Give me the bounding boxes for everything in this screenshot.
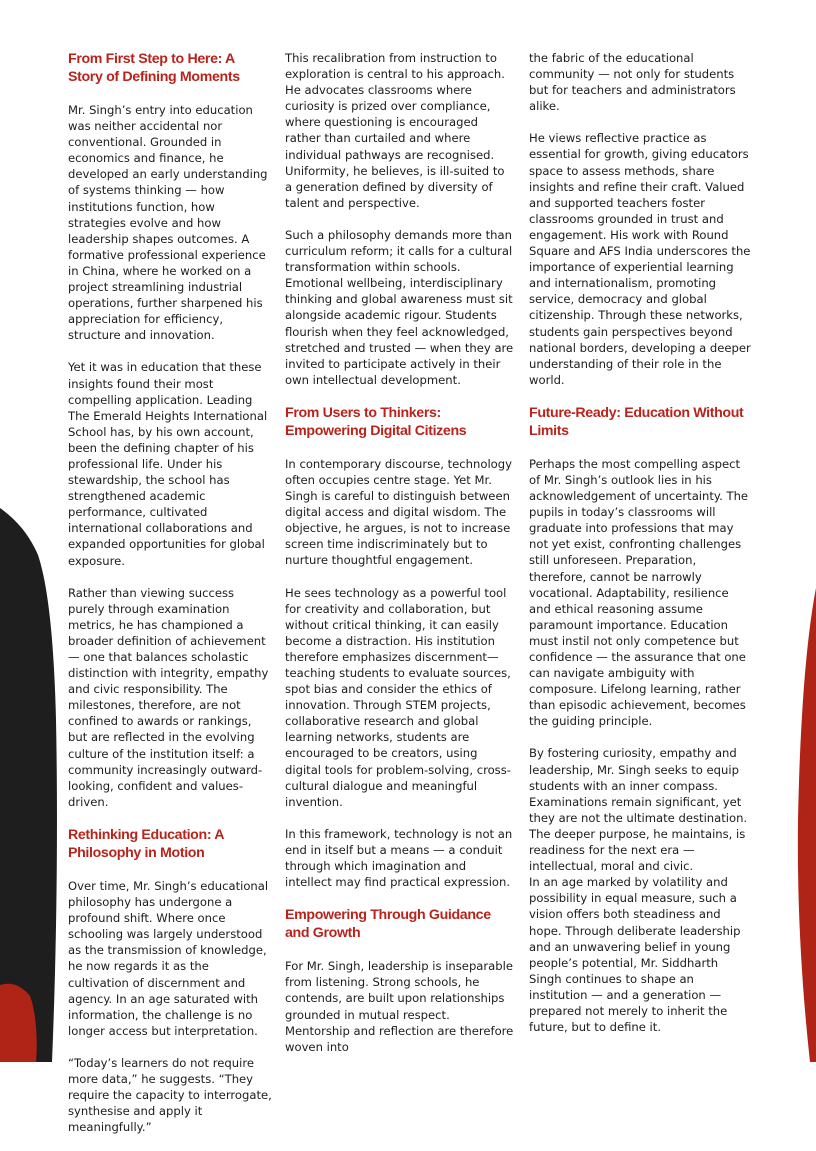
- paragraph: He sees technology as a powerful tool for creativity and collaboration, but without critical thinking, it can easily become a distraction. His institution therefore emphasizes discernment—teaching students to evaluate sources, spot bias and consider the ethics of innovation. Through STEM projects, collaborative research and global learning networks, students are encouraged to be creators, using digital tools for problem-solving, cross-cultural dialogue and meaningful invention.: [285, 585, 511, 809]
- article-column-2: [285, 50, 515, 1071]
- paragraph: Mr. Singh’s entry into education was neither accidental nor conventional. Grounded in economics and finance, he developed an early understanding of systems thinking — how institutions function, how strategies evolve and how leadership shapes outcomes. A formative professional experience in China, where he worked on a project streamlining industrial operations, further sharpened his appreciation for efficiency, structure and innovation.: [68, 103, 268, 343]
- article-column-3: [529, 50, 753, 1051]
- section-heading-rethinking-education: Rethinking Education: A Philosophy in Motion: [68, 826, 224, 861]
- paragraph: He views reflective practice as essential for growth, giving educators space to assess methods, share insights and refine their craft. Valued and supported teachers foster classrooms grounded in trust and engagement. His work with Round Square and AFS India underscores the importance of experiential learning and internationalism, promoting service, democracy and global citizenship. Through these networks, students gain perspectives beyond national borders, developing a deeper understanding of their role in the world.: [529, 131, 751, 387]
- paragraph: the fabric of the educational community — not only for students but for teachers and administrators alike.: [529, 51, 736, 114]
- photo-left-red-garment: [0, 984, 37, 1062]
- paragraph: Over time, Mr. Singh’s educational philosophy has undergone a profound shift. Where once schooling was largely understood as the transmission of knowledge, he now regards it as the cultivation of discernment and agency. In an age saturated with information, the challenge is no longer access but interpretation.: [68, 878, 269, 1038]
- section-heading-guidance-growth: Empowering Through Guidance and Growth: [285, 907, 491, 942]
- paragraph: For Mr. Singh, leadership is inseparable from listening. Strong schools, he contends, are built upon relationships grounded in mutual respect. Mentorship and reflection are therefore woven into: [285, 959, 514, 1054]
- paragraph: In contemporary discourse, technology often occupies centre stage. Yet Mr. Singh is careful to distinguish between digital access and digital wisdom. The objective, he argues, is not to increase screen time indiscriminately but to nurture thoughtful engagement.: [285, 456, 513, 568]
- photo-right-red-edge: [798, 588, 816, 1062]
- paragraph: Yet it was in education that these insights found their most compelling application. Leading The Emerald Heights International School has, by his own account, been the defining chapter of his professional life. Under his stewardship, the school has strengthened academic performance, cultivated international collaborations and expanded opportunities for global exposure.: [68, 360, 268, 568]
- paragraph: Such a philosophy demands more than curriculum reform; it calls for a cultural transformation within schools. Emotional wellbeing, interdisciplinary thinking and global awareness must sit alongside academic rigour. Students flourish when they feel acknowledged, stretched and trusted — when they are invited to participate actively in their own intellectual development.: [285, 227, 514, 387]
- paragraph: In an age marked by volatility and possibility in equal measure, such a vision offers both steadiness and hope. Through deliberate leadership and an unwavering belief in young people’s potential, Mr. Siddharth Singh continues to shape an institution — and a generation — prepared not merely to inherit the future, but to define it.: [529, 875, 741, 1035]
- section-heading-digital-citizens: From Users to Thinkers: Empowering Digital Citizens: [285, 404, 467, 439]
- paragraph: This recalibration from instruction to exploration is central to his approach. He advocates classrooms where curiosity is prized over compliance, where questioning is encouraged rather than curtailed and where individual pathways are recognised. Uniformity, he believes, is ill-suited to a generation defined by diversity of talent and perspective.: [285, 51, 505, 210]
- paragraph: In this framework, technology is not an end in itself but a means — a conduit through which imagination and intellect may find practical expression.: [285, 826, 513, 890]
- article-column-1: [68, 50, 272, 1151]
- section-heading-defining-moments: From First Step to Here: A Story of Defining Moments: [68, 51, 240, 85]
- section-heading-future-ready: Future-Ready: Education Without Limits: [529, 404, 744, 439]
- paragraph: Perhaps the most compelling aspect of Mr. Singh’s outlook lies in his acknowledgement of uncertainty. The pupils in today’s classrooms will graduate into professions that may not yet exist, confronting challenges still unforeseen. Preparation, therefore, cannot be narrowly vocational. Adaptability, resilience and ethical reasoning assume paramount importance. Education must instil not only competence but confidence — the assurance that one can navigate ambiguity with composure. Lifelong learning, rather than episodic achievement, becomes the guiding principle.: [529, 456, 749, 729]
- paragraph: Rather than viewing success purely through examination metrics, he has championed a broader definition of achievement — one that balances scholastic distinction with integrity, empathy and civic responsibility. The milestones, therefore, are not confined to awards or rankings, but are reflected in the evolving culture of the institution itself: a community increasingly outward-looking, confident and values-driven.: [68, 585, 269, 809]
- paragraph: By fostering curiosity, empathy and leadership, Mr. Singh seeks to equip students with an inner compass. Examinations remain significant, yet they are not the ultimate destination. The deeper purpose, he maintains, is readiness for the next era — intellectual, moral and civic.: [529, 746, 748, 874]
- photo-left-dark-edge: [0, 508, 57, 1062]
- quote-paragraph: “Today’s learners do not require more data,” he suggests. “They require the capacity to interrogate, synthesise and apply it meaningfully.”: [68, 1055, 272, 1135]
